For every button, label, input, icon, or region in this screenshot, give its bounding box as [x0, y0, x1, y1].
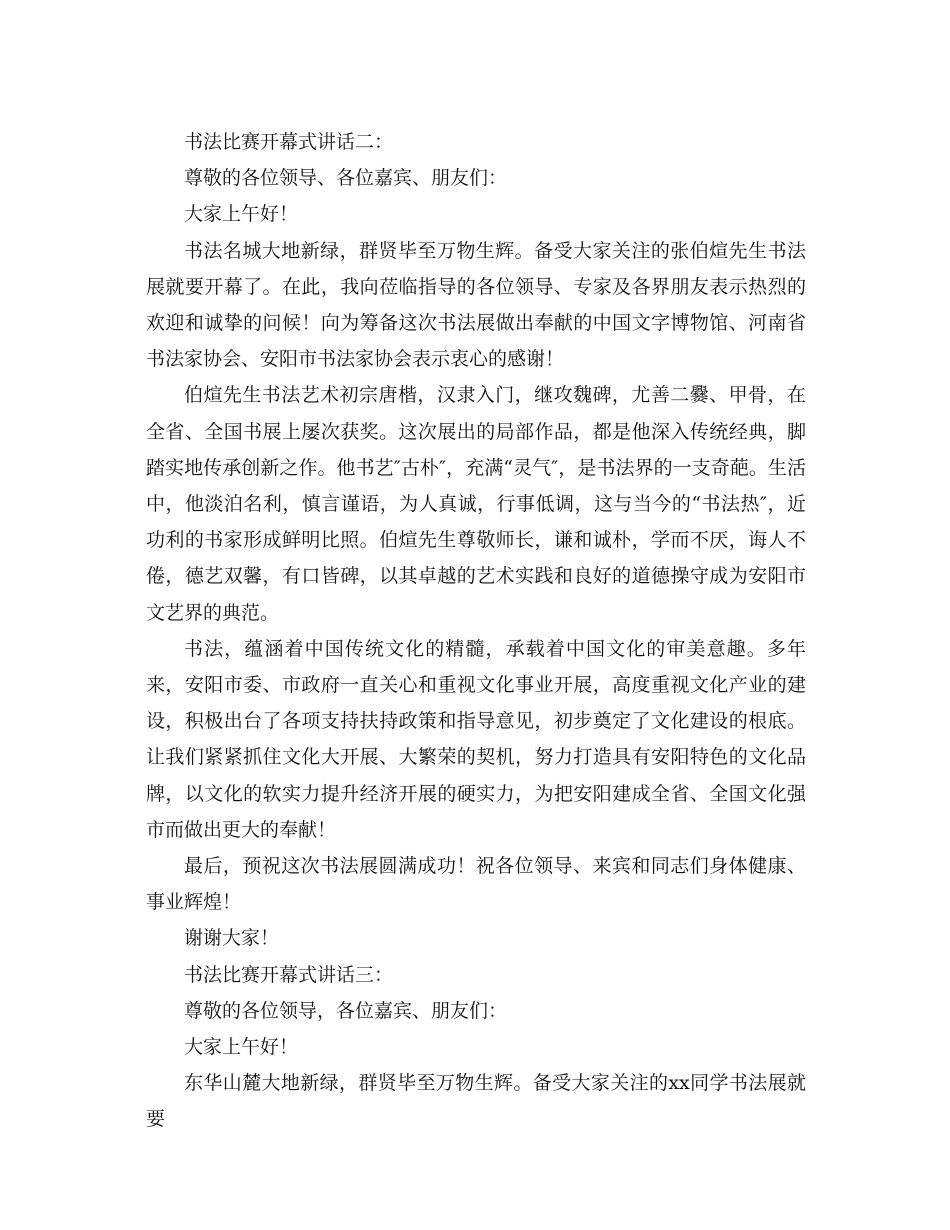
body-paragraph-culture: 书法，蕴涵着中国传统文化的精髓，承载着中国文化的审美意趣。多年来，安阳市委、市政府一直关心和重视文化事业开展，高度重视文化产业的建设，积极出台了各项支持扶持政策和指导意见，初步奠定了文化建设的根底。让我们紧紧抓住文化大开展、大繁荣的契机，努力打造具有安阳特色的文化品牌，以文化的软实力提升经济开展的硬实力，为把安阳建成全省、全国文化强市而做出更大的奉献！ — [146, 637, 806, 841]
greeting: 大家上午好！ — [184, 203, 299, 226]
greeting-2: 大家上午好！ — [184, 1036, 299, 1059]
salutation: 尊敬的各位领导、各位嘉宾、朋友们： — [184, 167, 508, 190]
closing-wishes: 最后，预祝这次书法展圆满成功！祝各位领导、来宾和同志们身体健康、事业辉煌！ — [146, 855, 806, 914]
document-body — [146, 124, 806, 1138]
body-paragraph-artist: 伯煊先生书法艺术初宗唐楷，汉隶入门，继攻魏碑，尤善二爨、甲骨，在全省、全国书展上屡次获奖。这次展出的局部作品，都是他深入传统经典，脚踏实地传承创新之作。他书艺″古朴″，充满“灵气″，是书法界的一支奇葩。生活中，他淡泊名利，慎言谨语，为人真诚，行事低调，这与当今的“书法热″，近功利的书家形成鲜明比照。伯煊先生尊敬师长，谦和诚朴，学而不厌，诲人不倦，德艺双馨，有口皆碑，以其卓越的艺术实践和良好的道德操守成为安阳市文艺界的典范。 — [146, 384, 806, 624]
speech-three-heading: 书法比赛开幕式讲话三： — [184, 963, 394, 986]
body-paragraph-welcome: 书法名城大地新绿，群贤毕至万物生辉。备受大家关注的张伯煊先生书法展就要开幕了。在此，我向莅临指导的各位领导、专家及各界朋友表示热烈的欢迎和诚挚的问候！向为筹备这次书法展做出奉献的中国文字博物馆、河南省书法家协会、安阳市书法家协会表示衷心的感谢！ — [146, 239, 806, 371]
body-paragraph-opening: 东华山麓大地新绿，群贤毕至万物生辉。备受大家关注的xx同学书法展就要 — [146, 1072, 806, 1131]
thanks: 谢谢大家！ — [184, 927, 280, 950]
salutation-2: 尊敬的各位领导，各位嘉宾、朋友们： — [184, 999, 508, 1022]
speech-two-heading: 书法比赛开幕式讲话二： — [184, 131, 394, 153]
